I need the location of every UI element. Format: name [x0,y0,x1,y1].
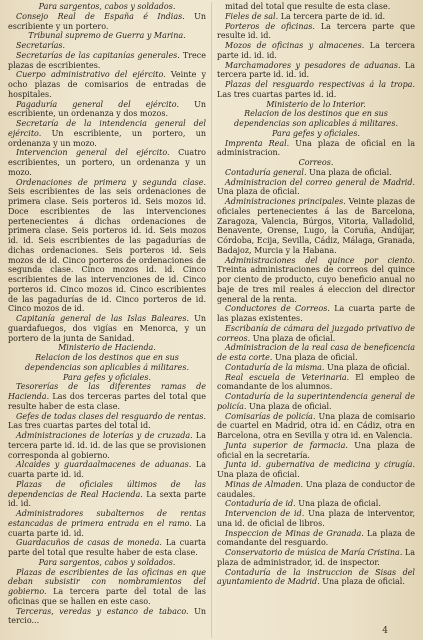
entry-heading: Escribanía de cámara del juzgado privativo de correos. [217,323,415,343]
entry-body: Una plaza de oficial. [319,577,405,587]
entry-heading: Imprenta Real. [225,138,290,148]
entry-paragraph [217,129,415,139]
entry-body: Las tres cuartas partes id. id. [217,89,337,99]
entry-body: Trece plazas de escribientes. [8,50,206,70]
entry-body: La cuarta parte id. id. [8,518,206,538]
entry-heading: Inspeccion de Minas de Granada. [225,528,364,538]
entry-heading: Para gefes y oficiales. [62,372,152,382]
entry-body: Una plaza de oficial en la administracion. [217,138,415,158]
entry-heading: Plazas de escribientes de las oficinas en que deban subsistir con nombramientos del gobierno. [8,567,206,596]
entry-paragraph [217,363,415,373]
entry-heading: Secretarías de las capitanías generales. [16,50,180,60]
entry-heading: Porteros de oficinas. [225,21,315,31]
entry-paragraph [8,373,206,383]
entry-body: El empleo de comandante de los alumnos. [217,372,415,392]
entry-heading: Secretaría de la intendencia general del ejército. [8,119,206,138]
entry-paragraph [217,109,415,129]
entry-body: Una plaza de oficial. [272,353,358,362]
entry-heading: Terceras, veredas y estanco de tabaco. [16,606,189,616]
entry-heading: Contaduría general. [225,167,307,177]
entry-body: Veinte plazas de oficiales pertenecientes á las de Barcelona, Zaragoza, Valencia, Búrgos, Vitoria, Valladolid, Benavente, Orense, Lugo, la Coruña, Andújar, Córdoba, Ecija, Sevilla, Cádiz, Málaga, Granada, Badajoz, Murcia y la Habana. [217,197,415,255]
entry-paragraph [217,2,415,12]
entry-body: La tercera parte id. id. id. [217,60,415,80]
entry-body: Cuatro escribientes, un portero, un ordenanza y un mozo. [8,148,206,177]
entry-body: Un escribiente, un portero, un ordenanza y un mozo. [8,128,206,148]
entry-body: La sexta parte id. id. [8,489,206,509]
entry-paragraph [217,100,415,110]
entry-paragraph [8,31,206,41]
entry-paragraph [217,373,415,393]
entry-heading: Comisarías de policía. [225,411,316,421]
entry-heading: Secretarías. [16,41,66,50]
entry-paragraph [217,509,415,529]
entry-paragraph [8,41,206,51]
entry-paragraph [217,197,415,256]
signature-mark: 4 [382,626,389,636]
entry-body: Un guardafuegos, dos vigías en Menorca, y un portero de la junta de Sanidad. [8,314,206,343]
entry-heading: Ministerio de lo Interior. [266,99,366,109]
entry-heading: Tesorerías de las diferentes ramas de Hacienda. [8,382,206,401]
entry-paragraph [217,168,415,178]
entry-heading: Junta id. gubernativa de medicina y cirugía. [225,460,415,470]
entry-body: Una plaza de oficial. [217,187,300,197]
entry-body: Una plaza de interventor, una id. de oficial de libros. [217,509,415,528]
entry-body: La cuarta parte id. id. [8,460,206,479]
entry-heading: Contaduría de la misma. [225,362,325,372]
entry-body: Un escribiente, un ordenanza y dos mozos. [8,99,206,119]
entry-paragraph [217,178,415,198]
entry-body: La plaza de comandante del resguardo. [217,528,415,548]
entry-heading: Ministerio de Hacienda. [58,343,156,353]
entry-body: Una plaza de oficial. [295,499,381,509]
entry-heading: Contaduría de la instruccion de Sisas del ayuntamiento de Madrid. [217,567,415,587]
entry-heading: Guardacuños de casas de moneda. [16,538,162,548]
entry-heading: Contaduría de la superintendencia general de policía. [217,392,415,411]
entry-paragraph [217,139,415,159]
entry-body: Una plaza de oficial en la secretaría. [217,440,415,460]
column-gutter [211,2,212,638]
entry-paragraph [217,568,415,588]
entry-paragraph [8,100,206,120]
entry-body: Un tercio... [8,606,206,626]
entry-heading: Intervencion general del ejército. [16,148,170,158]
entry-heading: Ordenaciones de primera y segunda clase. [16,177,206,187]
entry-paragraph [8,178,206,315]
entry-paragraph [8,412,206,432]
entry-paragraph [217,324,415,344]
entry-body: La tercera parte id. id. id. [217,41,415,60]
entry-paragraph [217,499,415,509]
entry-body: Las tres cuartas partes del total id. [8,421,151,431]
entry-heading: Gefes de todas clases del resguardo de rentas. [16,411,206,421]
entry-paragraph [217,256,415,305]
entry-heading: Relacion de los destinos que en sus dependencias son aplicables á militares. [233,109,399,128]
entry-heading: Conservatorio de música de María Cristina. [225,548,403,557]
right-column [217,2,415,636]
entry-body: Treinta administraciones de correos del quince por ciento de producto, cuyo beneficio anual no baje de tres mil reales á eleccion del director general de la renta. [217,265,415,304]
entry-paragraph [8,480,206,509]
entry-paragraph [217,412,415,441]
entry-body: Una plaza de oficial. [246,401,332,411]
entry-paragraph [217,460,415,480]
entry-paragraph [217,304,415,324]
entry-paragraph [8,382,206,411]
entry-body: Una plaza de oficial. [324,362,410,372]
entry-heading: Intervencion de id. [225,509,305,518]
entry-body: La tercera parte id. id. id. de las que se provisionen corresponda al gobierno. [8,431,206,460]
entry-heading: Plazas del resguardo respectivas á la tropa. [225,80,415,89]
entry-body: Una plaza de oficial. [306,167,392,177]
entry-paragraph [8,2,206,12]
entry-paragraph [8,460,206,480]
entry-body: mitad del total que resulte de esta clase. [225,2,391,11]
entry-paragraph [8,51,206,71]
entry-heading: Minas de Almaden. [225,479,304,489]
entry-heading: Administracion de la real casa de beneficencia de esta corte. [217,343,415,362]
entry-paragraph [217,343,415,363]
entry-paragraph [8,119,206,148]
entry-paragraph [8,353,206,373]
entry-heading: Para sargentos, cabos y soldados. [38,2,176,11]
entry-heading: Tribunal supremo de Guerra y Marina. [28,31,186,41]
entry-paragraph [8,431,206,460]
entry-heading: Administracion del correo general de Madrid. [225,177,415,187]
entry-heading: Plazas de oficiales últimos de las dependencias de Real Hacienda. [8,479,206,499]
entry-body: La tercera parte que resulte id. id. [217,21,415,41]
entry-body: La plaza de administrador, id. de inspector. [217,548,415,567]
entry-paragraph [8,148,206,177]
entry-body: Un escribiente y un portero. [8,11,206,31]
entry-heading: Marchamadores y pesadores de aduanas. [225,60,401,70]
entry-body: La cuarta parte del total que resulte haber de esta clase. [8,538,206,557]
entry-heading: Para sargentos, cabos y soldados. [38,557,176,567]
entry-heading: Cuerpo administrativo del ejército. [16,70,166,80]
entry-paragraph [217,392,415,412]
entry-heading: Administraciones principales. [225,197,346,206]
entry-paragraph [217,548,415,568]
entry-body: Una plaza de comisario de cuartel en Madrid, otra id. en Cádiz, otra en Barcelona, otra en Sevilla y otra id. en Valencia. [217,411,415,440]
entry-heading: Capitanía general de las Islas Baleares. [16,314,190,323]
entry-heading: Correos. [298,158,334,167]
entry-heading: Administraciones de loterías y de cruzada. [16,431,193,440]
entry-paragraph [8,12,206,32]
entry-heading: Relacion de los destinos que en sus dependencias son aplicables á militares. [24,353,190,372]
entry-paragraph [8,70,206,99]
entry-body: La cuarta parte de las plazas existentes. [217,304,415,323]
entry-paragraph [217,480,415,500]
entry-body: Una plaza de oficial. [250,333,336,343]
entry-paragraph [8,558,206,568]
entry-body: Una plaza de conductor de caudales. [217,479,415,499]
left-column [8,2,206,636]
entry-paragraph [217,80,415,100]
entry-heading: Administraciones del quince por ciento. [225,255,415,265]
entry-body: La tercera parte de id. id. [278,11,386,21]
entry-paragraph [8,343,206,353]
entry-paragraph [8,538,206,558]
entry-paragraph [8,568,206,607]
entry-paragraph [217,441,415,461]
entry-paragraph [217,61,415,81]
entry-heading: Alcaides y guardaalmacenes de aduanas. [16,460,192,470]
entry-heading: Mozos de oficinas y almacenes. [225,41,365,50]
entry-heading: Para gefes y oficiales. [271,128,361,138]
entry-heading: Pagaduría general del ejército. [16,99,179,109]
entry-heading: Contaduría de id. [225,499,296,509]
entry-body: Seis escribientes de las seis ordenaciones de primera clase. Seis porteros id. Seis mozos id. Doce escribientes de las intervenciones pertenecientes á dichas ordenaciones de primera clase. Seis porteros id. id. Seis mozos id. id. Seis escribientes de las pagadurías de dichas ordenaciones. Seis porteros id. Seis mozos de id. Cinco porteros de ordenaciones de segunda clase. Cinco mozos id. id. Cinco escribientes de las intervenciones de id. Cinco porteros id. Cinco mozos id. Cinco escribientes de las pagadurías de id. Cinco porteros de id. Cinco mozos de id. [8,187,206,314]
entry-paragraph [217,41,415,61]
entry-paragraph [217,158,415,168]
entry-body: Una plaza de oficial. [217,470,300,479]
entry-paragraph [8,607,206,627]
entry-heading: Fieles de sal. [225,11,279,21]
entry-paragraph [217,22,415,42]
entry-heading: Conductores de Correos. [225,304,330,314]
entry-body: Veinte y ocho plazas de comisarios de entradas de hospitales. [8,70,206,99]
entry-heading: Junta superior de farmacia. [225,440,348,450]
entry-paragraph [8,314,206,343]
entry-paragraph [217,529,415,549]
entry-heading: Real escuela de Veterinaria. [225,372,350,382]
entry-paragraph [8,509,206,538]
entry-body: Las dos terceras partes del total que resulte haber de esta clase. [8,392,206,411]
entry-paragraph [217,12,415,22]
entry-heading: Administradores subalternos de rentas estancadas de primera entrada en el ramo. [8,509,206,528]
entry-heading: Consejo Real de España é Indias. [16,11,185,21]
entry-body: La tercera parte del total de las oficinas que se hallen en este caso. [8,587,206,606]
